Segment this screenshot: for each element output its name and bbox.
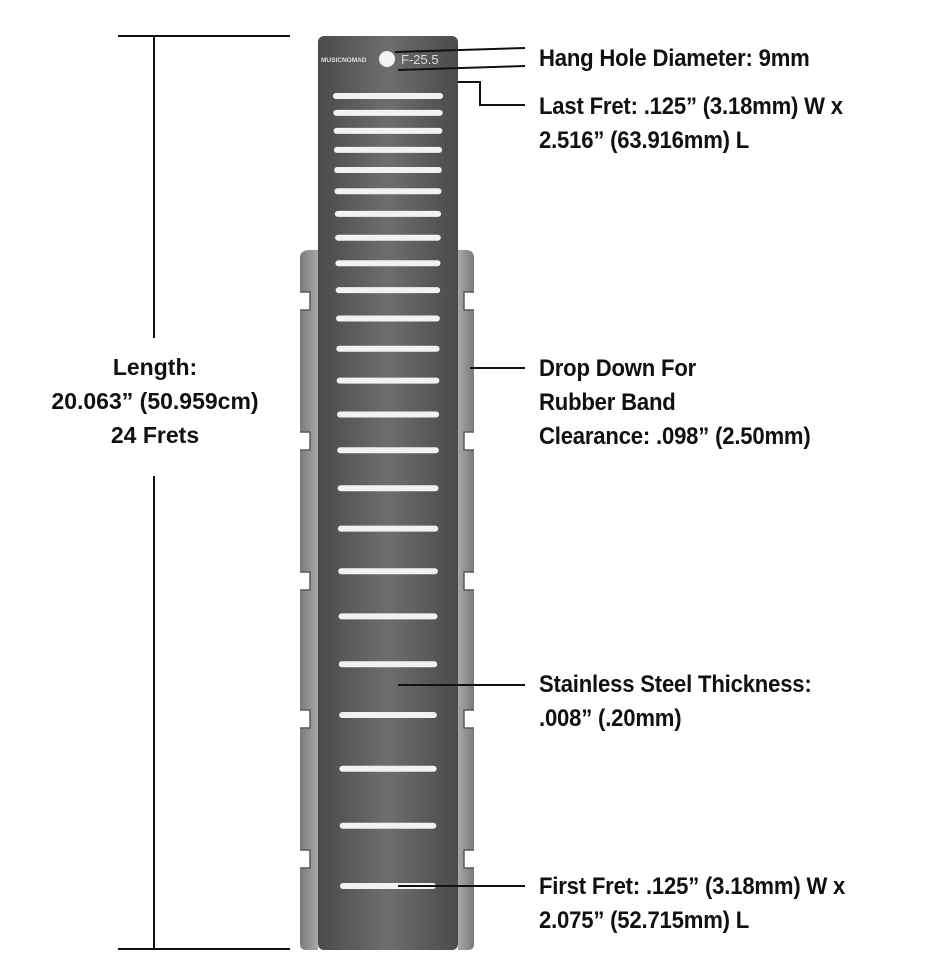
first-fret-line1: First Fret: .125” (3.18mm) W x [539,873,846,900]
fret-slot [333,110,442,116]
drop-down-line1: Drop Down For [539,355,697,382]
flap-notch [300,292,310,310]
fret-slot [340,823,437,829]
hang-hole-text: Hang Hole Diameter: 9mm [539,45,810,72]
fret-slot [336,287,441,293]
flap-notch [464,292,474,310]
drop-down-line3: Clearance: .098” (2.50mm) [539,423,811,450]
length-dimension [118,36,290,949]
flap-notch [464,710,474,728]
first-fret-callout [539,870,845,938]
fret-slot [335,211,441,217]
fret-slot [335,188,442,194]
fret-slot [339,766,436,772]
fret-slot [339,613,438,619]
flap-notch [464,432,474,450]
flap-notch [300,710,310,728]
fret-slot [334,128,443,134]
fret-slot [333,93,443,99]
model-text: F-25.5 [401,52,439,67]
fret-slots [333,93,443,889]
thickness-line1: Stainless Steel Thickness: [539,671,812,698]
fret-slot [339,661,437,667]
fret-slot [338,485,439,491]
fret-slot [335,235,441,241]
last-fret-line2: 2.516” (63.916mm) L [539,127,750,154]
last-fret-leader [458,82,525,105]
fret-slot [335,260,440,266]
drop-down-callout [539,352,811,454]
fret-slot [338,568,438,574]
fret-slot [336,346,439,352]
flap-notch [464,850,474,868]
fret-slot [337,412,439,418]
flap-notch [300,432,310,450]
fret-slot [338,526,438,532]
length-label [10,350,300,452]
fret-slot [336,316,440,322]
steel-plate [318,36,458,950]
left-flap [300,250,318,950]
fret-slot [337,378,440,384]
flap-notch [300,850,310,868]
hang-hole [379,51,395,67]
flap-notch [300,572,310,590]
plate-body [318,36,458,950]
thickness-line2: .008” (.20mm) [539,705,682,732]
fret-slot [334,167,442,173]
fret-count-text: 24 Frets [110,422,200,448]
fret-slot [337,447,439,453]
brand-text: MUSICNOMAD [321,57,367,64]
hang-hole-callout [539,42,810,76]
right-flap [458,250,474,950]
last-fret-line1: Last Fret: .125” (3.18mm) W x [539,93,843,120]
drop-down-line2: Rubber Band [539,389,676,416]
length-title: Length: [112,354,198,380]
thickness-callout [539,668,812,736]
fret-slot [334,147,442,153]
fret-slot [339,712,437,718]
length-value: 20.063” (50.959cm) [51,388,259,414]
flap-notch [464,572,474,590]
first-fret-line2: 2.075” (52.715mm) L [539,907,750,934]
last-fret-callout [539,90,843,158]
